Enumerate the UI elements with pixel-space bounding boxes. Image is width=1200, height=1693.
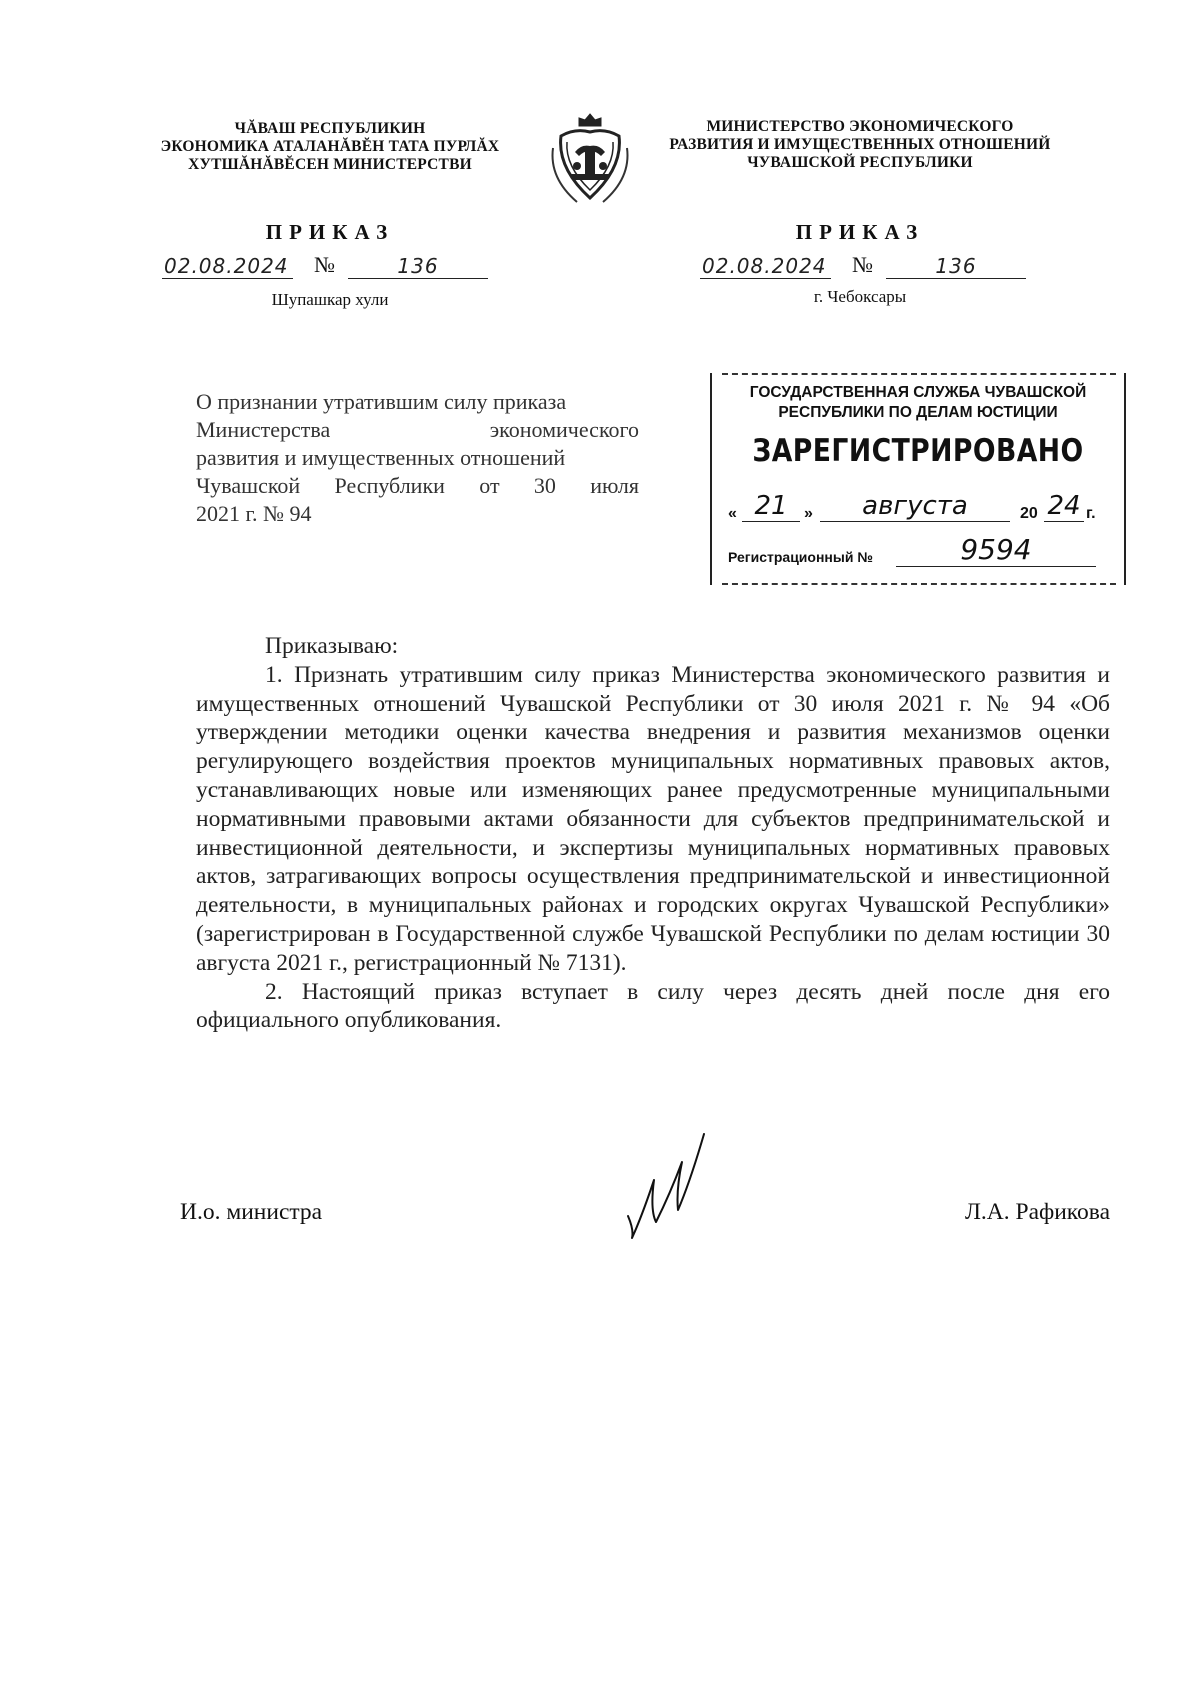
order-item-2: 2. Настоящий приказ вступает в силу через десять дней после дня его официального опубликования. [196, 978, 1110, 1034]
stamp-organization [712, 383, 1124, 423]
subject-line: развития и имущественных отношений [196, 445, 566, 470]
signer-position: И.о. министра [180, 1199, 323, 1225]
header-russian [650, 118, 1070, 172]
stamp-registration [728, 533, 1118, 569]
order-number-left: 136 [348, 254, 488, 279]
order-date-number-right [700, 252, 1030, 282]
stamp-date [728, 491, 1118, 527]
order-lead: Приказываю: [265, 633, 399, 659]
stamp-reg-label: Регистрационный № [728, 549, 873, 565]
number-sign: № [314, 252, 335, 277]
header-right-line: ЧУВАШСКОЙ РЕСПУБЛИКИ [747, 154, 973, 171]
handwritten-signature [620, 1120, 720, 1250]
stamp-title: ЗАРЕГИСТРИРОВАНО [752, 433, 1084, 469]
stamp-year-mark: г. [1086, 505, 1096, 522]
registration-stamp [710, 373, 1126, 585]
header-left-line: ЭКОНОМИКА АТАЛАНĂВĔН ТАТА ПУРЛĂХ [160, 138, 500, 155]
city-russian: г. Чебоксары [813, 287, 907, 306]
header-right-line: МИНИСТЕРСТВО ЭКОНОМИЧЕСКОГО [706, 118, 1014, 135]
order-body [196, 632, 1110, 1035]
stamp-quote-open: « [728, 505, 737, 522]
header-chuvash [130, 120, 530, 174]
order-date-right: 02.08.2024 [700, 254, 831, 279]
stamp-year-suffix: 24 [1044, 491, 1084, 522]
header-right-line: РАЗВИТИЯ И ИМУЩЕСТВЕННЫХ ОТНОШЕНИЙ [669, 136, 1051, 153]
city-chuvash: Шупашкар хули [271, 290, 389, 309]
number-sign: № [852, 252, 873, 277]
subject-line: О признании утратившим силу приказа [196, 389, 567, 414]
subject-line: 2021 г. № 94 [196, 501, 312, 526]
stamp-reg-number: 9594 [896, 533, 1096, 567]
order-subject [196, 388, 639, 528]
header-left-line: ХУТШĂНĂВĔСЕН МИНИСТЕРСТВИ [188, 156, 472, 173]
order-title-right: ПРИКАЗ [795, 220, 925, 244]
subject-line: Министерства экономического [196, 417, 639, 442]
stamp-year-prefix: 20 [1020, 505, 1038, 522]
signer-name: Л.А. Рафикова [964, 1199, 1110, 1225]
stamp-month: августа [820, 491, 1010, 522]
header-left-line: ЧĂВАШ РЕСПУБЛИКИН [234, 120, 426, 137]
order-item-1: 1. Признать утратившим силу приказ Министерства экономического развития и имущественных отношений Чувашской Республики от 30 июля 2021 г. № 94 «Об утверждении методики оценки качества внедрения и развития механизмов оценки регулирующего воздействия проектов муниципальных нормативных правовых актов, устанавливающих новые или изменяющих ранее предусмотренные муниципальными нормативными правовыми актами обязанности для субъектов предпринимательской и инвестиционной деятельности, и экспертизы муниципальных нормативных правовых актов, затрагивающих вопросы осуществления предпринимательской и инвестиционной деятельности, в муниципальных районах и городских округах Чувашской Республики» (зарегистрирован в Государственной службе Чувашской Республики по делам юстиции 30 августа 2021 г., регистрационный № 7131). [196, 661, 1110, 976]
order-title-left: ПРИКАЗ [265, 220, 395, 244]
order-date-number-left [162, 252, 492, 282]
order-date-left: 02.08.2024 [162, 254, 293, 279]
stamp-day: 21 [742, 491, 800, 522]
stamp-quote-close: » [804, 505, 813, 522]
subject-line: Чувашской Республики от 30 июля [196, 473, 639, 498]
chuvash-emblem-icon [547, 108, 633, 206]
order-number-right: 136 [886, 254, 1026, 279]
stamp-org-line: РЕСПУБЛИКИ ПО ДЕЛАМ ЮСТИЦИИ [778, 404, 1058, 421]
stamp-org-line: ГОСУДАРСТВЕННАЯ СЛУЖБА ЧУВАШСКОЙ [749, 384, 1087, 401]
